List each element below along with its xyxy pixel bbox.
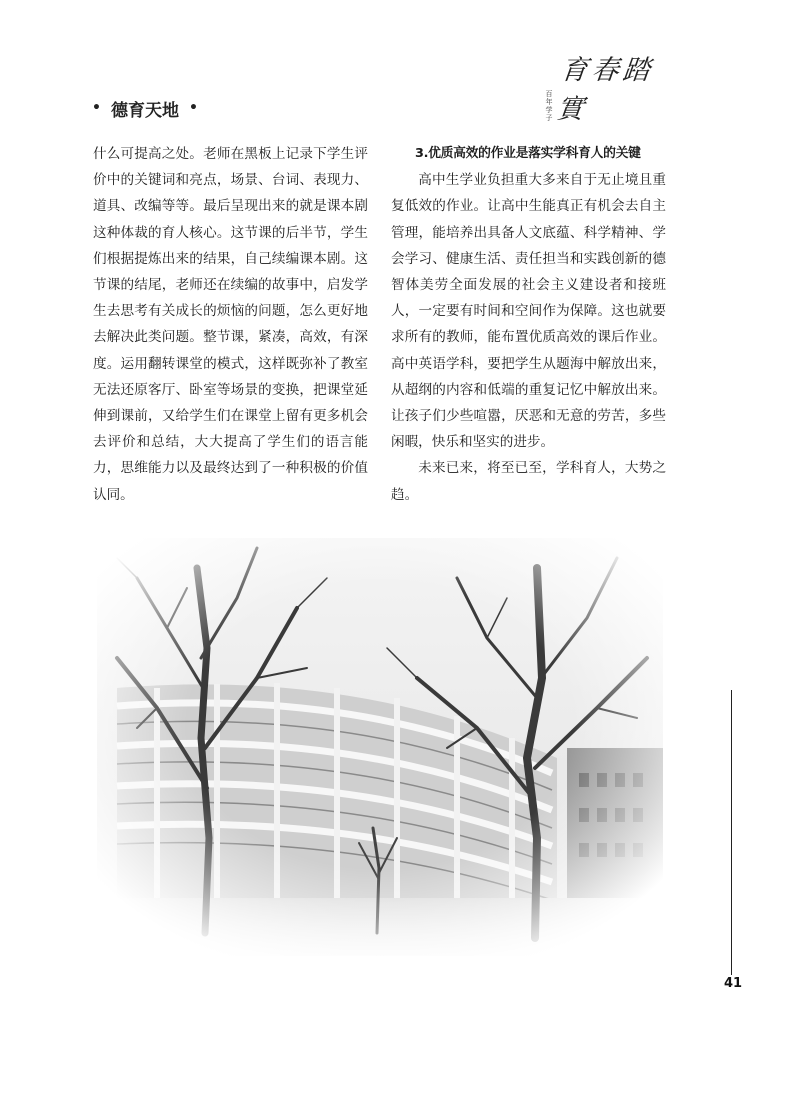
logo-calligraphy: 育春踏實 bbox=[555, 55, 656, 125]
page-number: 41 bbox=[723, 976, 743, 991]
logo-small-text: 百年学子 bbox=[545, 90, 553, 122]
section-heading: 3.优质高效的作业是落实学科育人的关键 bbox=[415, 146, 641, 161]
right-paragraph-2: 未来已来，将至已至，学科育人，大势之趋。 bbox=[391, 460, 666, 503]
campus-photo bbox=[97, 538, 663, 956]
right-paragraph-1: 高中生学业负担重大多来自于无止境且重复低效的作业。让高中生能真正有机会去自主管理，能培养出具备人文底蕴、科学精神、学会学习、健康生活、责任担当和实践创新的德智体美劳全面发展的社会主义建设者和接班人，一定要有时间和空间作为保障。这也就要求所有的教师，能布置优质高效的课后作业。高中英语学科，要把学生从题海中解放出来，从超纲的内容和低端的重复记忆中解放出来。让孩子们少些喧嚣，厌恶和无意的劳苦，多些闲暇，快乐和坚实的进步。 bbox=[391, 172, 666, 451]
left-column bbox=[93, 141, 368, 508]
left-paragraph: 什么可提高之处。老师在黑板上记录下学生评价中的关键词和亮点，场景、台词、表现力、道具、改编等等。最后呈现出来的就是课本剧这种体裁的育人核心。这节课的后半节，学生们根据提炼出来的结果，自己续编课本剧。这节课的结尾，老师还在续编的故事中，启发学生去思考有关成长的烦恼的问题，怎么更好地去解决此类问题。整节课，紧凑，高效，有深度。运用翻转课堂的模式，这样既弥补了教室无法还原客厅、卧室等场景的变换，把课堂延伸到课前，又给学生们在课堂上留有更多机会去评价和总结，大大提高了学生们的语言能力，思维能力以及最终达到了一种积极的价值认同。 bbox=[93, 146, 368, 503]
running-header bbox=[92, 96, 198, 120]
bullet-left: • bbox=[92, 100, 101, 116]
magazine-logo bbox=[545, 55, 670, 126]
section-title: 德育天地 bbox=[110, 100, 179, 121]
side-rule bbox=[731, 690, 732, 975]
right-column bbox=[391, 141, 666, 508]
bullet-right: • bbox=[188, 100, 198, 116]
